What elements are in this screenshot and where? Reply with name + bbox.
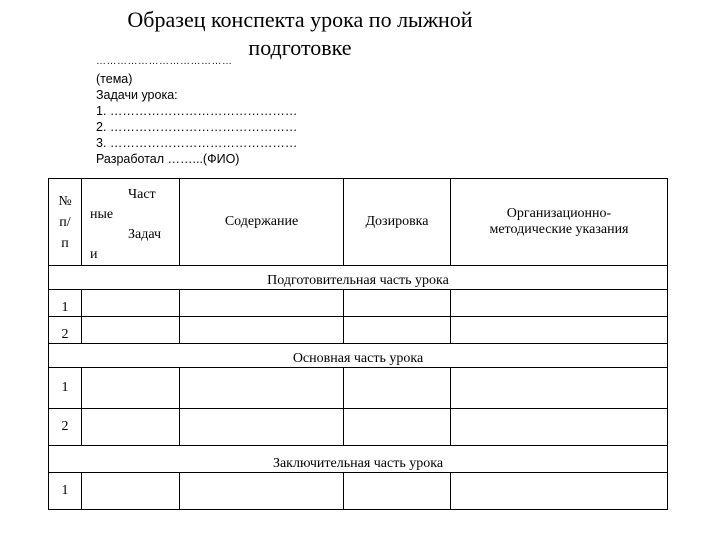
- tasks-label: Задачи урока:: [96, 88, 178, 102]
- cell-content: [180, 473, 344, 510]
- cell-dosage: [344, 409, 451, 446]
- title-line-2: подготовке: [248, 35, 352, 60]
- section-title: Подготовительная часть урока: [49, 266, 668, 290]
- cell-notes: [451, 368, 668, 409]
- lesson-plan-table: [48, 178, 668, 510]
- cell-partial-task: [82, 368, 180, 409]
- table-row: [49, 317, 668, 344]
- cell-partial-task: [82, 290, 180, 317]
- table-row: [49, 473, 668, 510]
- header-number-line-3: п: [61, 235, 69, 251]
- cell-notes: [451, 290, 668, 317]
- cell-content: [180, 368, 344, 409]
- header-part-word-1: Част: [128, 187, 156, 202]
- cell-notes: [451, 409, 668, 446]
- title-underline-dots: …………………………………: [96, 56, 233, 67]
- section-row-main: [49, 344, 668, 368]
- cell-partial-task: [82, 473, 180, 510]
- table-row: [49, 368, 668, 409]
- header-content: Содержание: [180, 179, 344, 266]
- cell-dosage: [344, 317, 451, 344]
- header-methodical-notes: [451, 179, 668, 266]
- cell-partial-task: [82, 317, 180, 344]
- section-row-preparatory: [49, 266, 668, 290]
- cell-content: [180, 317, 344, 344]
- task-3: 3. ………………………………………: [96, 136, 298, 150]
- task-1: 1. ………………………………………: [96, 104, 298, 118]
- document-title: [100, 6, 500, 62]
- table-row: [49, 290, 668, 317]
- cell-notes: [451, 317, 668, 344]
- title-line-1: Образец конспекта урока по лыжной: [127, 7, 473, 32]
- row-number: 2: [49, 409, 82, 446]
- cell-notes: [451, 473, 668, 510]
- author-line: Разработал ……...(ФИО): [96, 152, 240, 166]
- cell-dosage: [344, 290, 451, 317]
- header-dosage: Дозировка: [344, 179, 451, 266]
- table-header-row: [49, 179, 668, 266]
- lesson-meta: [96, 71, 297, 167]
- cell-partial-task: [82, 409, 180, 446]
- cell-content: [180, 290, 344, 317]
- task-2: 2. ………………………………………: [96, 120, 298, 134]
- cell-dosage: [344, 368, 451, 409]
- header-notes-line-1: Организационно-: [506, 206, 612, 221]
- topic-label: (тема): [96, 72, 133, 86]
- header-number-line-1: №: [58, 193, 72, 209]
- section-row-final: [49, 446, 668, 473]
- header-notes-line-2: методические указания: [489, 222, 629, 237]
- row-number: 1: [49, 368, 82, 409]
- row-number: 1: [49, 473, 82, 510]
- section-title: Заключительная часть урока: [49, 446, 668, 473]
- cell-content: [180, 409, 344, 446]
- header-part-word-4: и: [90, 247, 98, 262]
- table-row: [49, 409, 668, 446]
- row-number: 2: [49, 317, 82, 344]
- header-number-line-2: п/: [59, 214, 71, 230]
- header-part-word-2: ные: [90, 207, 114, 222]
- header-partial-tasks: [82, 179, 180, 266]
- cell-dosage: [344, 473, 451, 510]
- header-number: [49, 179, 82, 266]
- section-title: Основная часть урока: [49, 344, 668, 368]
- row-number: 1: [49, 290, 82, 317]
- header-part-word-3: Задач: [128, 227, 162, 242]
